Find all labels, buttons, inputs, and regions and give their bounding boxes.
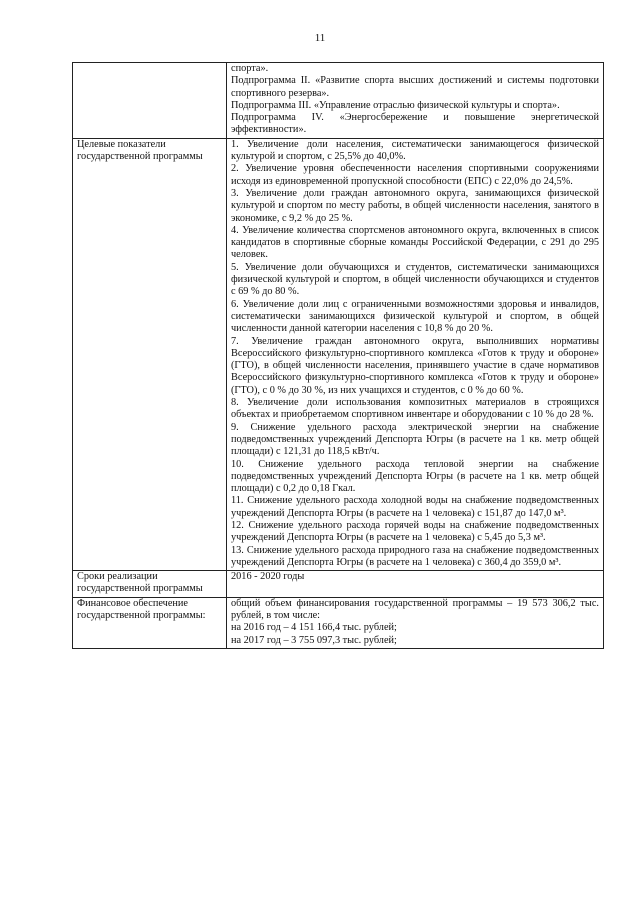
implementation-terms-value: 2016 - 2020 годы bbox=[227, 571, 604, 598]
row-label-implementation-terms: Сроки реализации государственной программы bbox=[73, 571, 227, 598]
indicator-item: 4. Увеличение количества спортсменов автономного округа, включенных в список кандидатов в спортивные сборные команды Российской Федерации, с 291 до 295 человек. bbox=[231, 224, 599, 261]
indicator-item: 9. Снижение удельного расхода электрической энергии на снабжение подведомственных учреждений Депспорта Югры (в расчете на 1 кв. метр общей площади) с 121,31 до 118,5 кВт/ч. bbox=[231, 421, 599, 458]
row-label-financing: Финансовое обеспечение государственной программы: bbox=[73, 597, 227, 648]
financing-details bbox=[227, 597, 604, 648]
program-passport-table bbox=[72, 62, 604, 649]
subprogram-line: Подпрограмма III. «Управление отраслью физической культуры и спорта». bbox=[231, 99, 560, 111]
indicator-item: 10. Снижение удельного расхода тепловой энергии на снабжение подведомственных учреждений Депспорта Югры (в расчете на 1 кв. метр общей площади) с 0,2 до 0,18 Гкал. bbox=[231, 458, 599, 495]
row-label-target-indicators: Целевые показатели государственной программы bbox=[73, 138, 227, 570]
subprogram-line: спорта». bbox=[231, 63, 269, 74]
table-row-implementation-terms bbox=[73, 571, 604, 598]
financing-line: на 2016 год – 4 151 166,4 тыс. рублей; bbox=[231, 622, 397, 634]
indicator-item: 3. Увеличение доли граждан автономного округа, занимающихся физической культурой и спортом по месту работы, в общей численности населения, занятого в экономике, с 9,2 % до 25 %. bbox=[231, 187, 599, 224]
page-number: 11 bbox=[314, 32, 326, 44]
table-row-financing bbox=[73, 597, 604, 648]
indicator-item: 8. Увеличение доли использования композитных материалов в строящихся объектах и приобретаемом спортивном инвентаре и оборудовании с 10 % до 28 %. bbox=[231, 397, 599, 421]
indicator-item: 5. Увеличение доли обучающихся и студентов, систематически занимающихся физической культурой и спортом, в общей численности обучающихся и студентов с 69 % до 80 %. bbox=[231, 261, 599, 298]
indicator-item: 2. Увеличение уровня обеспеченности населения спортивными сооружениями исходя из единовременной пропускной способности (ЕПС) с 22,0% до 24,5%. bbox=[231, 163, 599, 187]
financing-line: общий объем финансирования государственной программы – 19 573 306,2 тыс. рублей, в том числе: bbox=[231, 597, 599, 622]
row-label-empty bbox=[73, 63, 227, 139]
subprogram-line: Подпрограмма II. «Развитие спорта высших достижений и системы подготовки спортивного резерва». bbox=[231, 75, 599, 99]
indicator-item: 13. Снижение удельного расхода природного газа на снабжение подведомственных учреждений Депспорта Югры (в расчете на 1 человека) с 360,4 до 359,0 м³. bbox=[231, 544, 599, 568]
subprograms-list bbox=[227, 63, 604, 139]
indicator-item: 12. Снижение удельного расхода горячей воды на снабжение подведомственных учреждений Депспорта Югры (в расчете на 1 человека) с 5,45 до 5,3 м³. bbox=[231, 519, 599, 544]
subprogram-line: Подпрограмма IV. «Энергосбережение и повышение энергетической эффективности». bbox=[231, 112, 599, 136]
table-row-subprograms-continuation bbox=[73, 63, 604, 139]
indicator-item: 7. Увеличение граждан автономного округа, выполнивших нормативы Всероссийского физкультурно-спортивного комплекса «Готов к труду и обороне» (ГТО), в общей численности населения, принявшего участие в сдаче нормативов Всероссийского физкультурно-спортивного комплекса «Готов к труду и обороне» (ГТО), с 0 % до 30 %, из них учащихся и студентов, с 0 % до 60 %. bbox=[231, 335, 599, 396]
indicator-item: 11. Снижение удельного расхода холодной воды на снабжение подведомственных учреждений Депспорта Югры (в расчете на 1 человека) с 151,87 до 147,0 м³. bbox=[231, 495, 599, 519]
target-indicators-list bbox=[227, 138, 604, 570]
indicator-item: 1. Увеличение доли населения, систематически занимающегося физической культурой и спортом, с 25,5% до 40,0%. bbox=[231, 138, 599, 163]
financing-line: на 2017 год – 3 755 097,3 тыс. рублей; bbox=[231, 634, 397, 646]
indicator-item: 6. Увеличение доли лиц с ограниченными возможностями здоровья и инвалидов, систематически занимающихся физической культурой и спортом, в общей численности данной категории населения с 10,8 % до 20 %. bbox=[231, 298, 599, 335]
table-row-target-indicators bbox=[73, 138, 604, 570]
